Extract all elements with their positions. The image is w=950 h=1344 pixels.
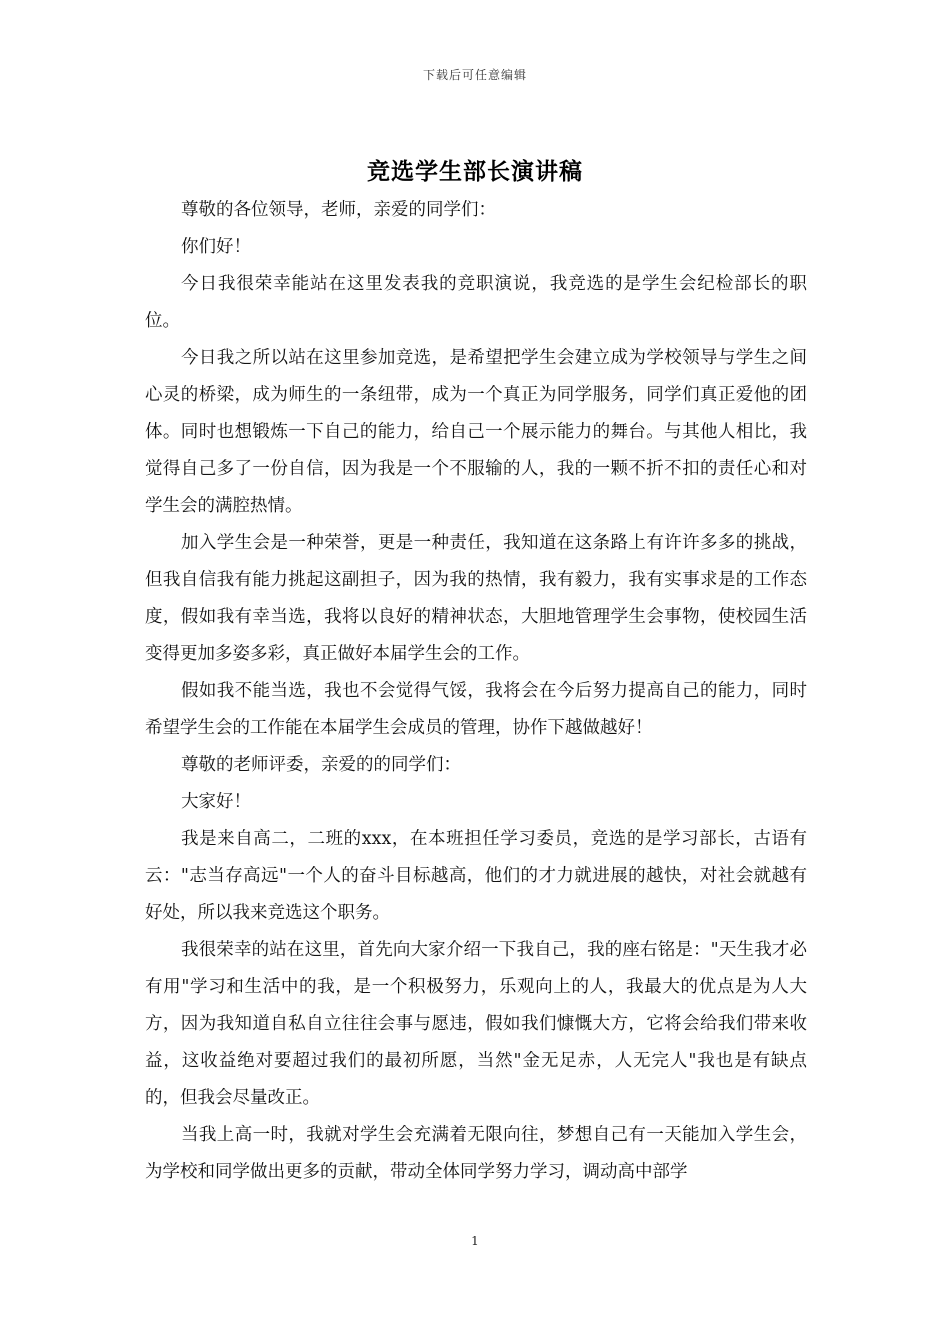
document-body <box>145 192 807 1191</box>
greeting-paragraph: 你们好！ <box>181 237 251 257</box>
greeting-paragraph: 大家好！ <box>181 792 251 812</box>
body-paragraph: 今日我之所以站在这里参加竞选，是希望把学生会建立成为学校领导与学生之间心灵的桥梁，成为师生的一条纽带，成为一个真正为同学服务，同学们真正爱他的团体。同时也想锻炼一下自己的能力，给自己一个展示能力的舞台。与其他人相比，我觉得自己多了一份自信，因为我是一个不服输的人，我的一颗不折不扣的责任心和对学生会的满腔热情。 <box>145 348 807 516</box>
body-paragraph: 假如我不能当选，我也不会觉得气馁，我将会在今后努力提高自己的能力，同时希望学生会的工作能在本届学生会成员的管理，协作下越做越好！ <box>145 681 807 738</box>
body-paragraph: 今日我很荣幸能站在这里发表我的竞职演说，我竞选的是学生会纪检部长的职位。 <box>145 274 807 331</box>
header-note: 下载后可任意编辑 <box>422 68 527 82</box>
body-paragraph: 加入学生会是一种荣誉，更是一种责任，我知道在这条路上有许许多多的挑战，但我自信我有能力挑起这副担子，因为我的热情，我有毅力，我有实事求是的工作态度，假如我有幸当选，我将以良好的精神状态，大胆地管理学生会事物，使校园生活变得更加多姿多彩，真正做好本届学生会的工作。 <box>145 533 807 664</box>
salutation-paragraph: 尊敬的老师评委，亲爱的的同学们： <box>181 755 461 775</box>
page-number: 1 <box>471 1234 479 1248</box>
salutation-paragraph: 尊敬的各位领导，老师，亲爱的同学们： <box>181 200 496 220</box>
body-paragraph: 当我上高一时，我就对学生会充满着无限向往，梦想自己有一天能加入学生会，为学校和同学做出更多的贡献，带动全体同学努力学习，调动高中部学 <box>145 1125 807 1182</box>
document-title: 竞选学生部长演讲稿 <box>367 158 583 185</box>
body-paragraph: 我是来自高二，二班的xxx，在本班担任学习委员，竞选的是学习部长，古语有云："志当存高远"一个人的奋斗目标越高，他们的才力就进展的越快，对社会就越有好处，所以我来竞选这个职务。 <box>145 829 807 923</box>
body-paragraph: 我很荣幸的站在这里，首先向大家介绍一下我自己，我的座右铭是："天生我才必有用"学习和生活中的我，是一个积极努力，乐观向上的人，我最大的优点是为人大方，因为我知道自私自立往往会事与愿违，假如我们慷慨大方，它将会给我们带来收益，这收益绝对要超过我们的最初所愿，当然"金无足赤，人无完人"我也是有缺点的，但我会尽量改正。 <box>145 940 807 1108</box>
